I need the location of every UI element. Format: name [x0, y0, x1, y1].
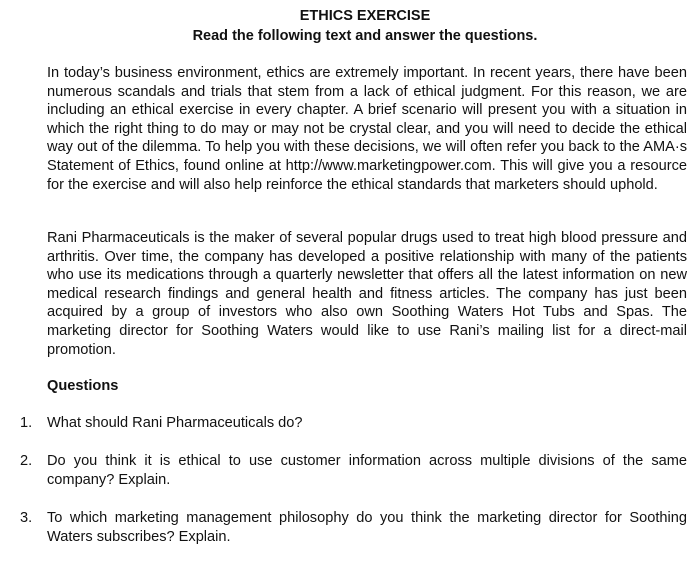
- intro-paragraph: In today’s business environment, ethics are extremely important. In recent years, there have been numerous scandals and trials that stem from a lack of ethical judgment. For this reason, we are including an ethical exercise in every chapter. A brief scenario will present you with a situation in which the right thing to do may or may not be crystal clear, and you will need to decide the ethical way out of the dilemma. To help you with these decisions, we will often refer you back to the AMA·s Statement of Ethics, found online at http://www.marketingpower.com. This will give you a resource for the exercise and will also help reinforce the ethical standards that marketers should uphold.: [47, 65, 687, 193]
- question-number: 2.: [20, 453, 33, 469]
- question-number: 1.: [20, 415, 33, 431]
- scenario-paragraph: Rani Pharmaceuticals is the maker of several popular drugs used to treat high blood pressure and arthritis. Over time, the company has developed a positive relationship with many of the patients who use its medications through a quarterly newsletter that offers all the latest information on new medical research findings and general health and fitness articles. The company has just been acquired by a group of investors who also own Soothing Waters Hot Tubs and Spas. The marketing director for Soothing Waters would like to use Rani’s mailing list for a direct-mail promotion.: [47, 230, 687, 358]
- page-subtitle: Read the following text and answer the questions.: [192, 28, 538, 44]
- question-number: 3.: [20, 510, 33, 526]
- question-text: To which marketing management philosophy do you think the marketing director for Soothing Waters subscribes? Explain.: [47, 510, 687, 545]
- questions-heading: Questions: [47, 378, 119, 394]
- question-text: Do you think it is ethical to use customer information across multiple divisions of the same company? Explain.: [47, 453, 687, 488]
- page-title: ETHICS EXERCISE: [299, 8, 431, 24]
- question-text: What should Rani Pharmaceuticals do?: [47, 415, 303, 431]
